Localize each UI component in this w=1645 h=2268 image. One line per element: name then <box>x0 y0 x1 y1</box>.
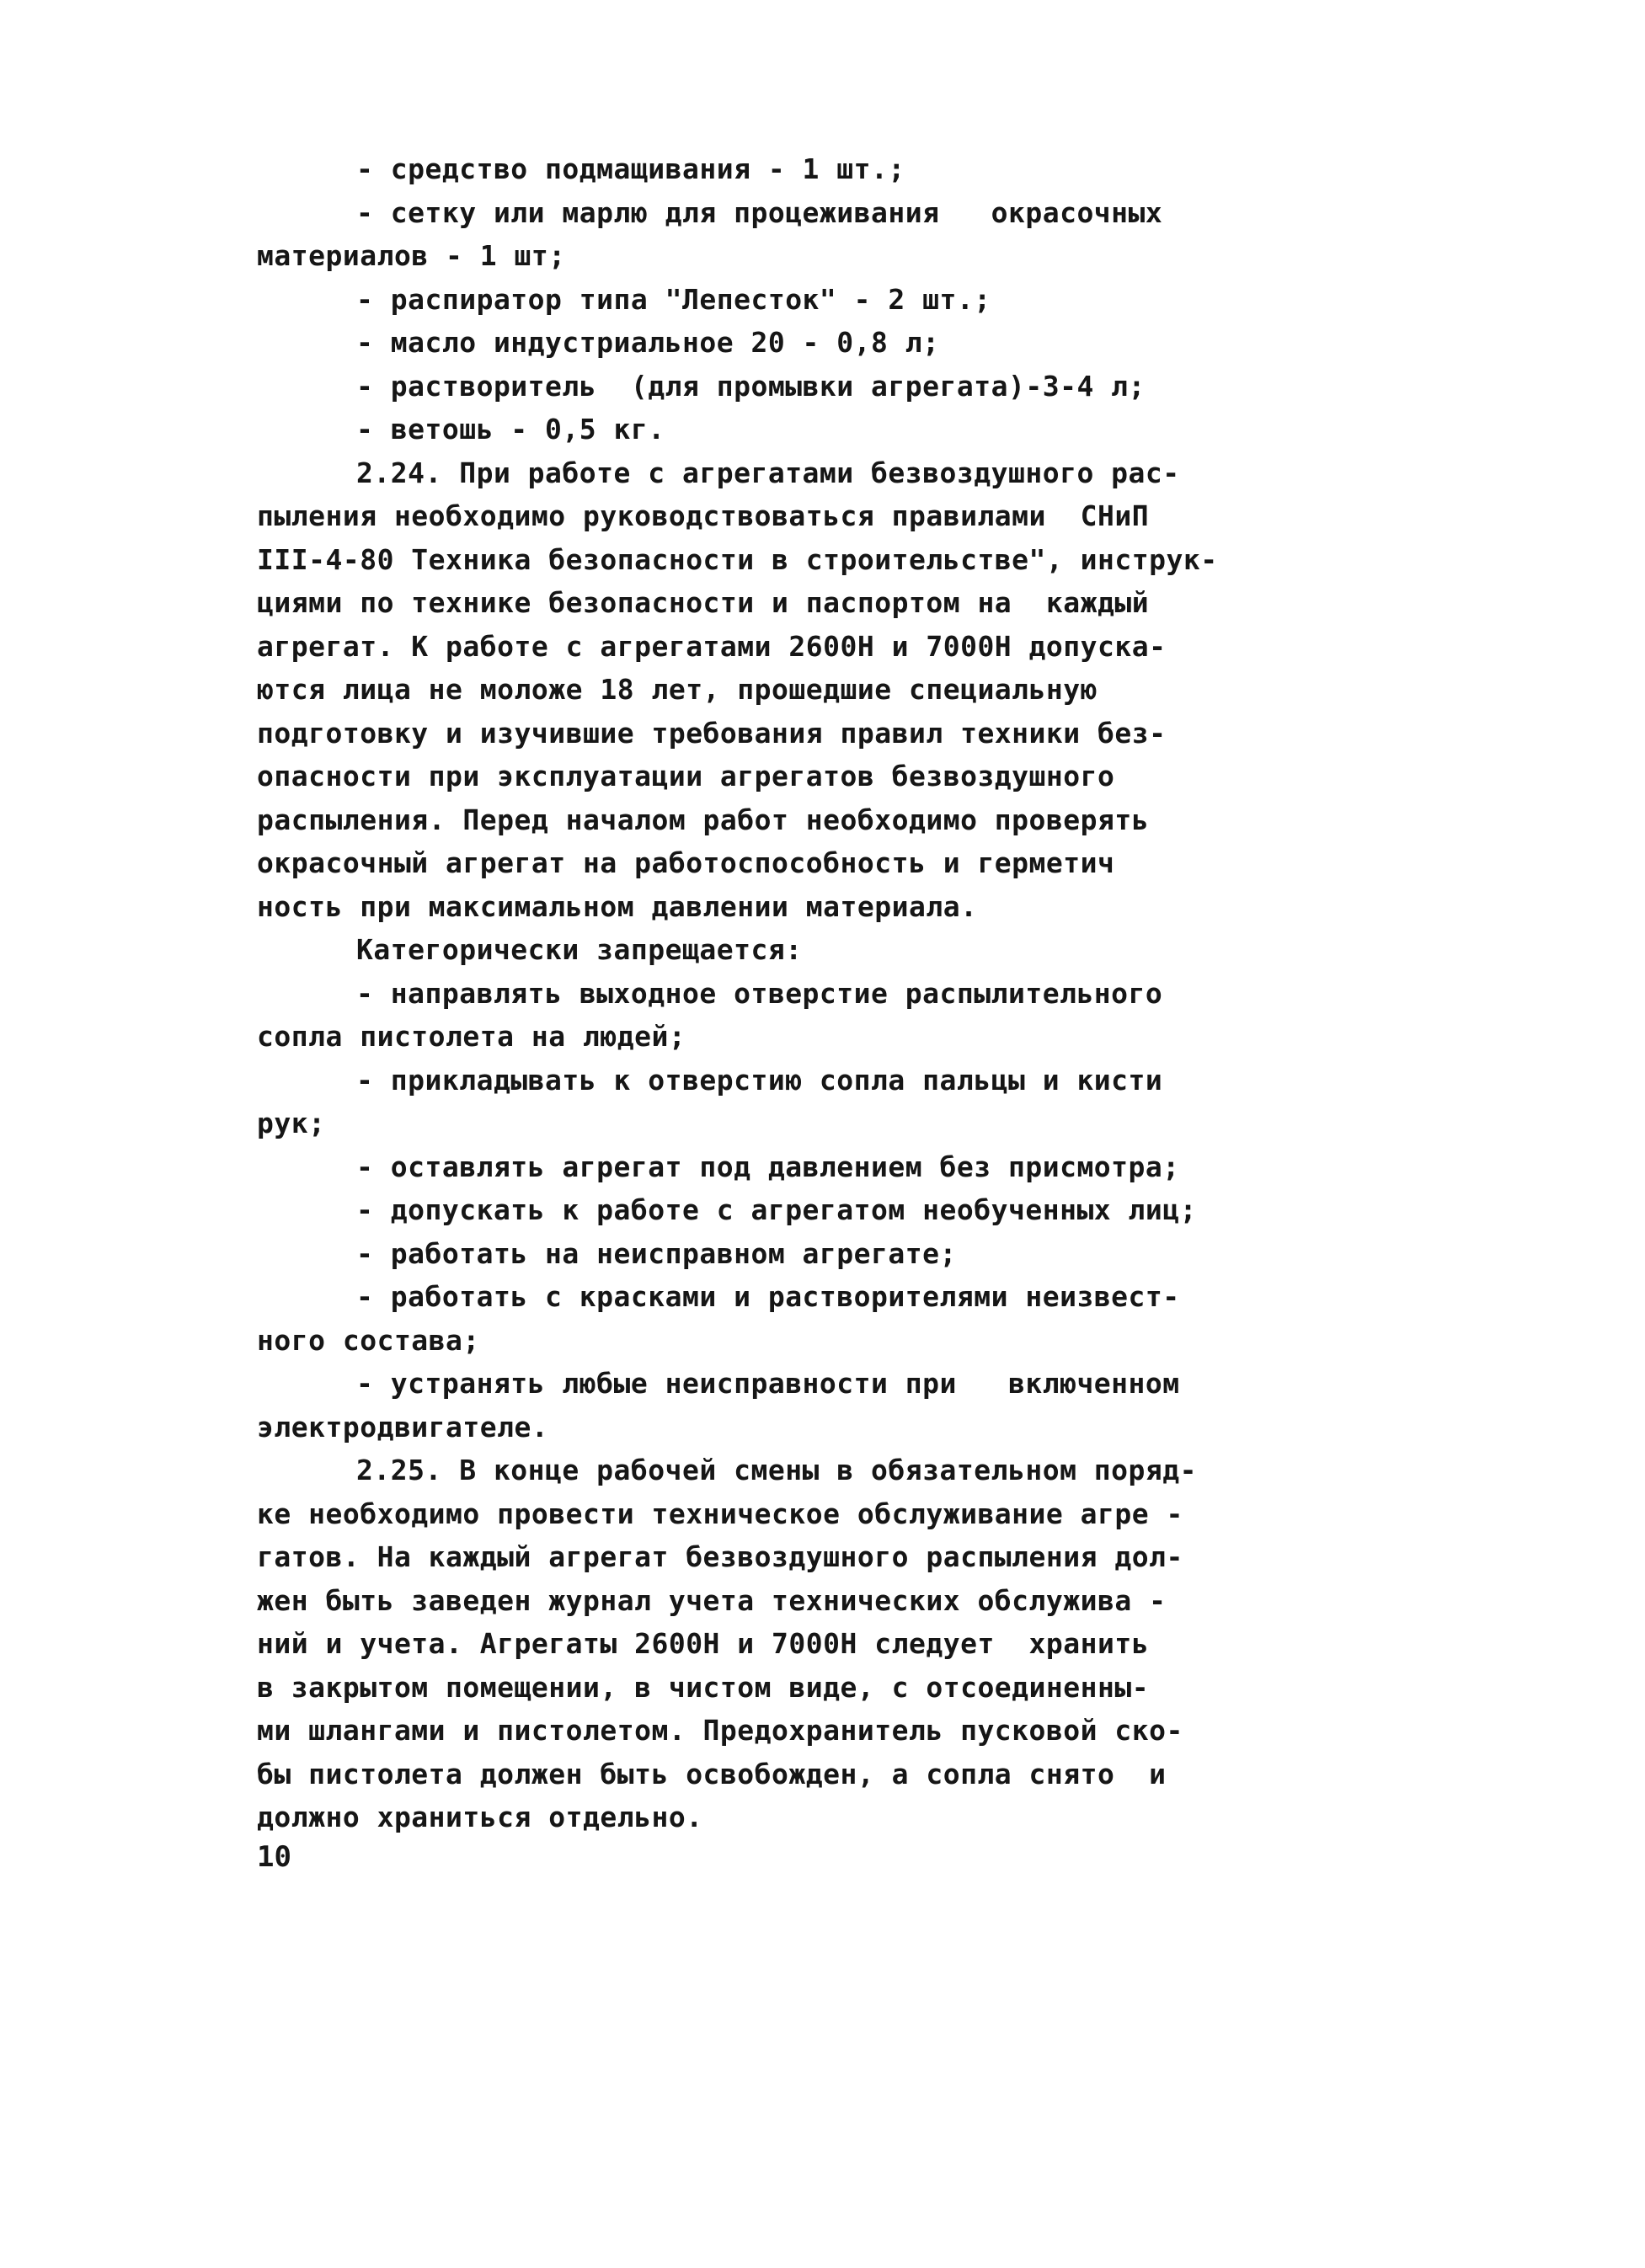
text-line: ность при максимальном давлении материала. <box>257 889 978 923</box>
text-line: подготовку и изучившие требования правил техники без- <box>257 716 1167 750</box>
text-line: в закрытом помещении, в чистом виде, с отсоединенны- <box>257 1670 1150 1704</box>
text-line: жен быть заведен журнал учета технических обслужива - <box>257 1583 1167 1617</box>
text-line: пыления необходимо руководствоваться правилами СНиП <box>257 499 1150 532</box>
text-line: материалов - 1 шт; <box>257 239 566 272</box>
text-line: - работать с красками и растворителями неизвест- <box>356 1280 1180 1313</box>
text-line: должно храниться отдельно. <box>257 1801 703 1833</box>
text-line: - сетку или марлю для процеживания окрасочных <box>356 195 1163 229</box>
text-line: опасности при эксплуатации агрегатов безвоздушного <box>257 760 1115 792</box>
text-line: рук; <box>257 1107 326 1139</box>
text-line: бы пистолета должен быть освобожден, а сопла снято и <box>257 1757 1167 1790</box>
text-line: - работать на неисправном агрегате; <box>356 1236 957 1270</box>
text-line: - масло индустриальное 20 - 0,8 л; <box>356 326 940 359</box>
text-line: агрегат. К работе с агрегатами 2600Н и 7000Н допуска- <box>257 629 1167 663</box>
text-line: - допускать к работе с агрегатом необученных лиц; <box>356 1193 1198 1226</box>
text-line: III-4-80 Техника безопасности в строительстве", инструк- <box>257 542 1218 576</box>
text-line: гатов. На каждый агрегат безвоздушного распыления дол- <box>257 1540 1183 1573</box>
text-line: электродвигателе. <box>257 1410 549 1444</box>
text-line: ний и учета. Агрегаты 2600Н и 7000Н следует хранить <box>257 1627 1150 1660</box>
text-line: - средство подмащивания - 1 шт.; <box>356 152 905 185</box>
text-line: окрасочный агрегат на работоспособность и герметич <box>257 846 1115 879</box>
page-number: 10 <box>257 1840 291 1874</box>
text-line: 2.25. В конце рабочей смены в обязательном поряд- <box>356 1454 1198 1486</box>
text-line: ке необходимо провести техническое обслуживание агре - <box>257 1497 1183 1530</box>
text-line: Категорически запрещается: <box>356 933 803 966</box>
text-line: ми шлангами и пистолетом. Предохранитель пусковой ско- <box>257 1714 1183 1747</box>
text-line: - направлять выходное отверстие распылительного <box>356 976 1163 1010</box>
text-line: - ветошь - 0,5 кг. <box>356 413 665 446</box>
text-line: - распиратор типа "Лепесток" - 2 шт.; <box>356 282 991 316</box>
text-line: ются лица не моложе 18 лет, прошедшие специальную <box>257 673 1098 706</box>
body-text <box>257 147 1402 1839</box>
text-line: - прикладывать к отверстию сопла пальцы и кисти <box>356 1063 1163 1097</box>
text-line: 2.24. При работе с агрегатами безвоздушного рас- <box>356 456 1180 489</box>
text-line: - устранять любые неисправности при включенном <box>356 1367 1180 1400</box>
text-line: распыления. Перед началом работ необходимо проверять <box>257 803 1150 836</box>
text-line: - оставлять агрегат под давлением без присмотра; <box>356 1150 1180 1183</box>
text-line: ного состава; <box>257 1323 480 1357</box>
text-line: - растворитель (для промывки агрегата)-3-4 л; <box>356 369 1146 403</box>
text-line: циями по технике безопасности и паспортом на каждый <box>257 586 1150 619</box>
text-line: сопла пистолета на людей; <box>257 1020 686 1053</box>
